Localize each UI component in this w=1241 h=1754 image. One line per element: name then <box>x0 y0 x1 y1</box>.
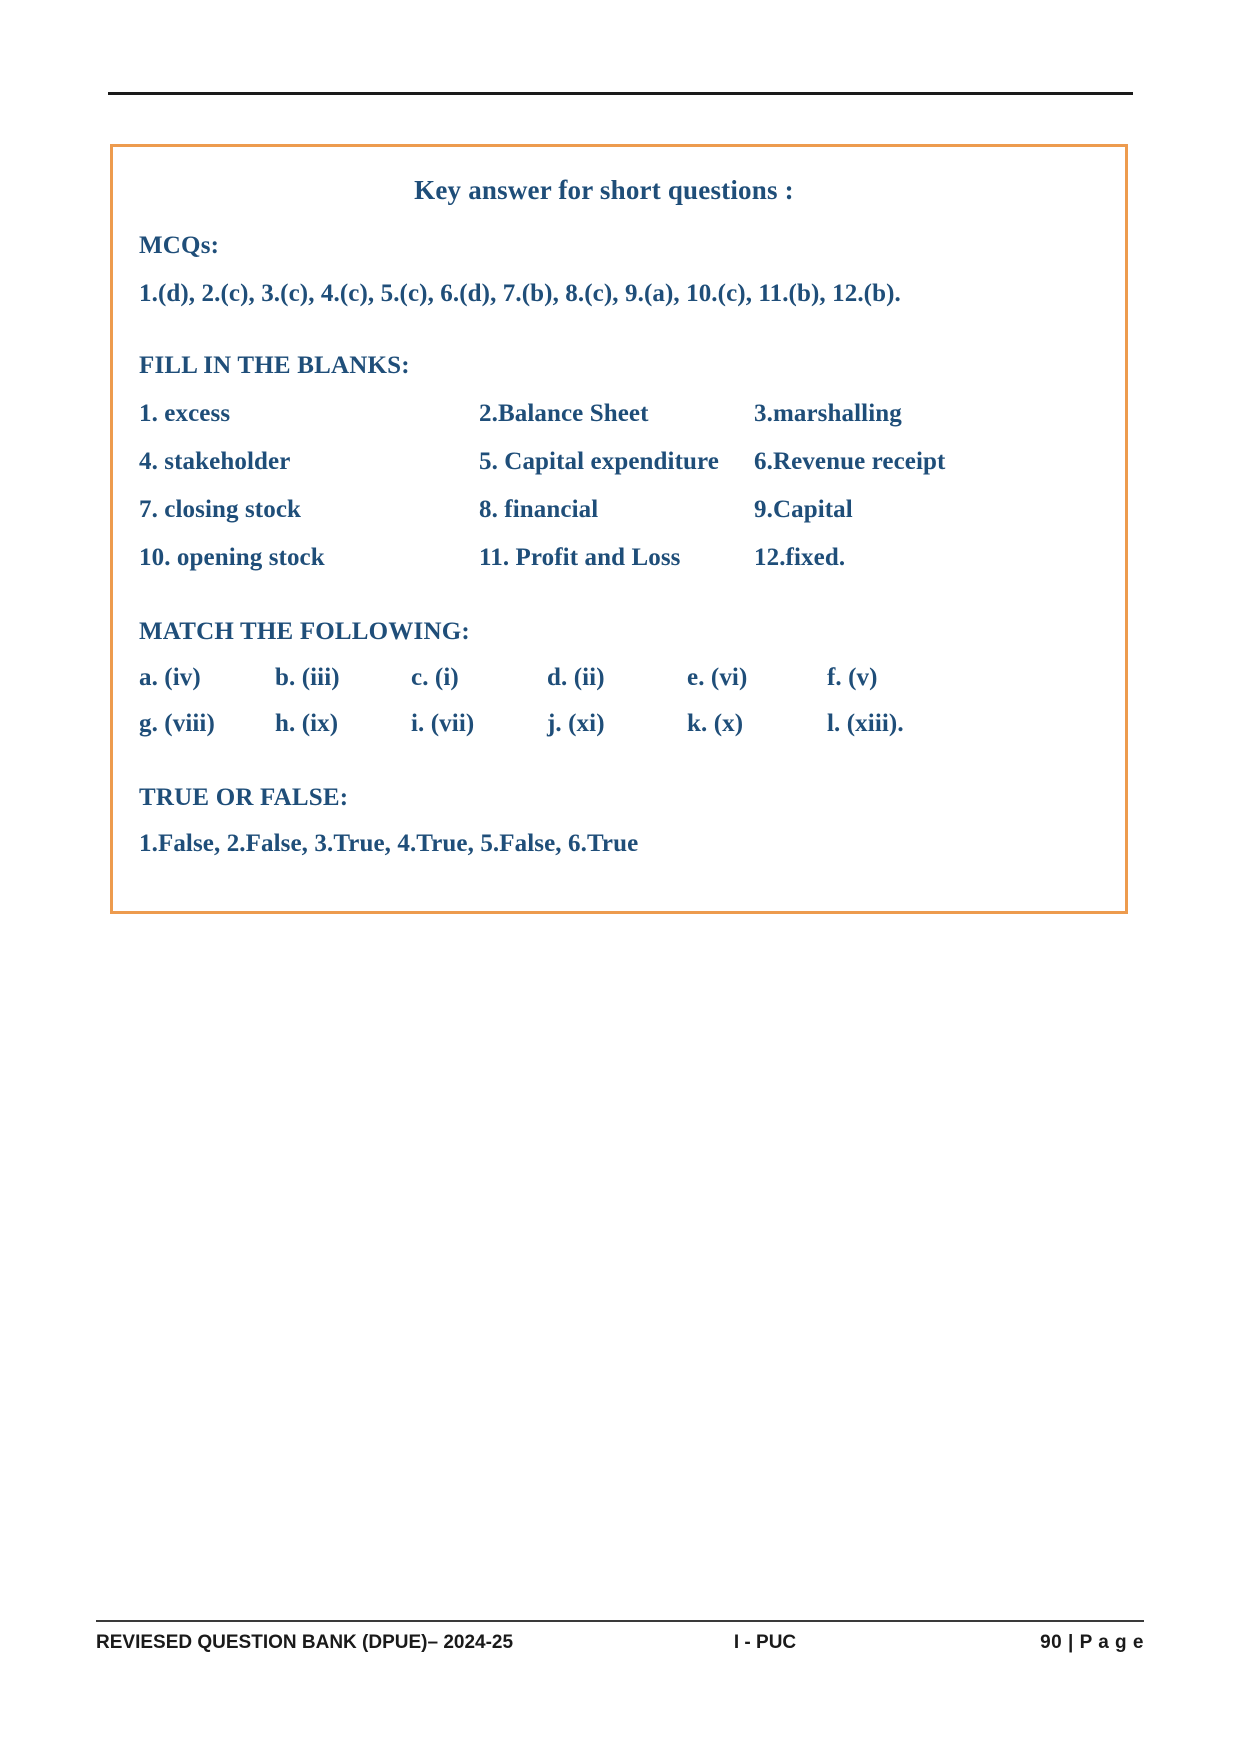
fib-answer: 3.marshalling <box>754 400 902 427</box>
fill-in-the-blanks-section <box>139 352 1099 572</box>
header-divider <box>108 92 1133 95</box>
match-answer: e. (vi) <box>687 664 748 691</box>
fib-answer: 12.fixed. <box>754 544 846 571</box>
match-row <box>139 664 1099 692</box>
mcq-section <box>139 232 1099 308</box>
match-answer: a. (iv) <box>139 664 201 691</box>
fib-answer: 4. stakeholder <box>139 448 291 475</box>
fill-in-the-blanks-heading: FILL IN THE BLANKS: <box>139 352 410 379</box>
match-answer: h. (ix) <box>275 710 339 737</box>
answer-key-box <box>110 144 1128 914</box>
mcq-answers: 1.(d), 2.(c), 3.(c), 4.(c), 5.(c), 6.(d), 7.(b), 8.(c), 9.(a), 10.(c), 11.(b), 12.(b). <box>139 280 901 307</box>
fib-answer: 5. Capital expenditure <box>479 448 719 475</box>
match-answer: l. (xiii). <box>827 710 904 737</box>
fill-in-the-blanks-row <box>139 544 1099 572</box>
true-or-false-answers: 1.False, 2.False, 3.True, 4.True, 5.False, 6.True <box>139 830 639 857</box>
answer-key-title: Key answer for short questions : <box>414 175 794 205</box>
match-answer: f. (v) <box>827 664 878 691</box>
match-answer: g. (viii) <box>139 710 215 737</box>
fill-in-the-blanks-row <box>139 496 1099 524</box>
match-the-following-section <box>139 618 1099 738</box>
footer-course-label: I - PUC <box>733 1632 797 1653</box>
match-answer: b. (iii) <box>275 664 340 691</box>
fib-answer: 1. excess <box>139 400 231 427</box>
match-answer: i. (vii) <box>411 710 475 737</box>
footer-divider <box>96 1620 1144 1622</box>
match-answer: d. (ii) <box>547 664 605 691</box>
fib-answer: 11. Profit and Loss <box>479 544 681 571</box>
page-footer <box>96 1632 1144 1654</box>
match-answer: c. (i) <box>411 664 459 691</box>
match-the-following-heading: MATCH THE FOLLOWING: <box>139 618 470 645</box>
fib-answer: 8. financial <box>479 496 599 523</box>
true-or-false-section <box>139 784 1099 858</box>
fill-in-the-blanks-row <box>139 400 1099 428</box>
mcq-heading: MCQs: <box>139 232 220 259</box>
fill-in-the-blanks-row <box>139 448 1099 476</box>
match-answer: j. (xi) <box>547 710 605 737</box>
footer-document-title: REVIESED QUESTION BANK (DPUE)– 2024-25 <box>96 1632 514 1653</box>
fib-answer: 9.Capital <box>754 496 853 523</box>
footer-page-number: 90 | P a g e <box>1040 1632 1144 1653</box>
match-row <box>139 710 1099 738</box>
fib-answer: 6.Revenue receipt <box>754 448 946 475</box>
fib-answer: 10. opening stock <box>139 544 325 571</box>
match-answer: k. (x) <box>687 710 744 737</box>
fib-answer: 7. closing stock <box>139 496 302 523</box>
fib-answer: 2.Balance Sheet <box>479 400 649 427</box>
true-or-false-heading: TRUE OR FALSE: <box>139 784 349 811</box>
